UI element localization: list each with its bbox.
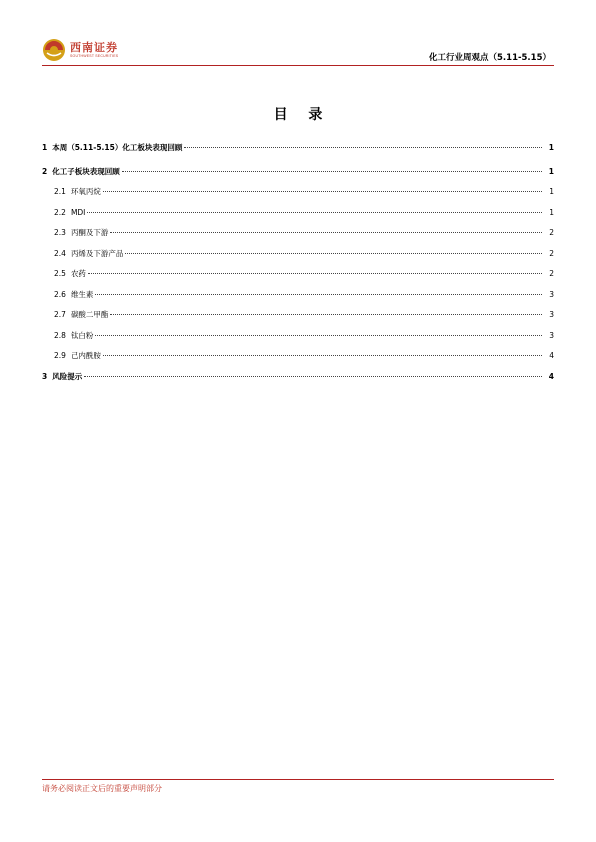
toc-entry[interactable] bbox=[42, 289, 554, 301]
toc-entry-number: 2.5 bbox=[54, 269, 66, 278]
toc-dot-leader bbox=[103, 191, 542, 192]
toc-entry-text: 丙酮及下游 bbox=[70, 228, 109, 237]
toc-entry-number: 2.6 bbox=[54, 290, 66, 299]
toc-entry-number: 2 bbox=[42, 167, 48, 176]
toc-entry[interactable] bbox=[42, 268, 554, 280]
toc-entry-text: 碳酸二甲酯 bbox=[70, 310, 109, 319]
toc-entry-page: 1 bbox=[548, 167, 554, 176]
logo-chinese-name: 西南证券 bbox=[70, 41, 118, 54]
toc-entry-text: 钛白粉 bbox=[70, 331, 94, 340]
toc-entry-text: 丙烯及下游产品 bbox=[70, 249, 124, 258]
toc-dot-leader bbox=[110, 314, 542, 315]
toc-entry-text: 风险提示 bbox=[52, 372, 83, 381]
toc-entry-label bbox=[42, 350, 101, 362]
toc-entry-label bbox=[42, 227, 108, 239]
toc-dot-leader bbox=[88, 273, 542, 274]
toc-entry-text: 农药 bbox=[70, 269, 86, 278]
toc-entry-text: 环氧丙烷 bbox=[70, 187, 101, 196]
toc-entry-text: MDI bbox=[70, 208, 86, 217]
toc-entry[interactable] bbox=[42, 248, 554, 260]
toc-dot-leader bbox=[84, 376, 542, 377]
toc-dot-leader bbox=[87, 212, 542, 213]
toc-entry-number: 2.7 bbox=[54, 310, 66, 319]
toc-entry-label bbox=[42, 248, 123, 260]
toc-dot-leader bbox=[95, 335, 542, 336]
toc-entry-number: 2.8 bbox=[54, 331, 66, 340]
toc-entry-page: 1 bbox=[548, 143, 554, 152]
toc-entry-text: 维生素 bbox=[70, 290, 94, 299]
toc-dot-leader bbox=[95, 294, 542, 295]
toc-dot-leader bbox=[122, 171, 542, 172]
toc-entry-text: 化工子板块表现回顾 bbox=[52, 167, 120, 176]
toc-dot-leader bbox=[125, 253, 542, 254]
toc-entry[interactable] bbox=[42, 330, 554, 342]
toc-entry-number: 2.1 bbox=[54, 187, 66, 196]
toc-entry-number: 2.4 bbox=[54, 249, 66, 258]
toc-entry-label bbox=[42, 309, 108, 321]
toc-entry[interactable] bbox=[42, 166, 554, 178]
toc-entry-label bbox=[42, 207, 85, 219]
toc-heading: 目 录 bbox=[273, 107, 331, 123]
toc-entry-number: 2.2 bbox=[54, 208, 66, 217]
toc-entry-page: 2 bbox=[549, 269, 554, 278]
toc-entry-number: 2.3 bbox=[54, 228, 66, 237]
toc-entry[interactable] bbox=[42, 309, 554, 321]
toc-entry-page: 2 bbox=[549, 228, 554, 237]
toc-entry[interactable] bbox=[42, 371, 554, 383]
toc-entry[interactable] bbox=[42, 207, 554, 219]
toc-entry-label bbox=[42, 142, 182, 154]
toc-entry[interactable] bbox=[42, 350, 554, 362]
toc-dot-leader bbox=[110, 232, 542, 233]
toc-entry-page: 1 bbox=[549, 208, 554, 217]
toc-entry-page: 4 bbox=[548, 372, 554, 381]
toc-entry-number: 2.9 bbox=[54, 351, 66, 360]
toc-entry-label bbox=[42, 268, 86, 280]
toc-entry-label bbox=[42, 371, 82, 383]
logo-english-name: SOUTHWEST SECURITIES bbox=[70, 54, 119, 58]
toc-entry-label bbox=[42, 186, 101, 198]
toc-entry-page: 2 bbox=[549, 249, 554, 258]
toc-entry-text: 本周（5.11-5.15）化工板块表现回顾 bbox=[52, 143, 183, 152]
toc-entry-number: 3 bbox=[42, 372, 48, 381]
toc-entry-page: 4 bbox=[549, 351, 554, 360]
toc-entry[interactable] bbox=[42, 227, 554, 239]
footer-disclaimer-notice: 请务必阅读正文后的重要声明部分 bbox=[42, 784, 162, 793]
toc-entry-text: 己内酰胺 bbox=[70, 351, 101, 360]
toc-entry-page: 1 bbox=[549, 187, 554, 196]
southwest-securities-logo-icon bbox=[42, 38, 66, 62]
toc-dot-leader bbox=[184, 147, 542, 148]
footer-divider bbox=[42, 779, 554, 780]
toc-dot-leader bbox=[103, 355, 542, 356]
toc-entry-label bbox=[42, 289, 93, 301]
toc-entry-page: 3 bbox=[549, 331, 554, 340]
toc-entry[interactable] bbox=[42, 142, 554, 154]
toc-entry-number: 1 bbox=[42, 143, 48, 152]
header-divider bbox=[42, 65, 554, 66]
company-logo bbox=[42, 37, 118, 63]
toc-entry-page: 3 bbox=[549, 310, 554, 319]
report-title: 化工行业周观点（5.11-5.15） bbox=[429, 53, 551, 63]
toc-entry-label bbox=[42, 330, 93, 342]
toc-entry[interactable] bbox=[42, 186, 554, 198]
toc-entry-page: 3 bbox=[549, 290, 554, 299]
toc-entry-label bbox=[42, 166, 120, 178]
